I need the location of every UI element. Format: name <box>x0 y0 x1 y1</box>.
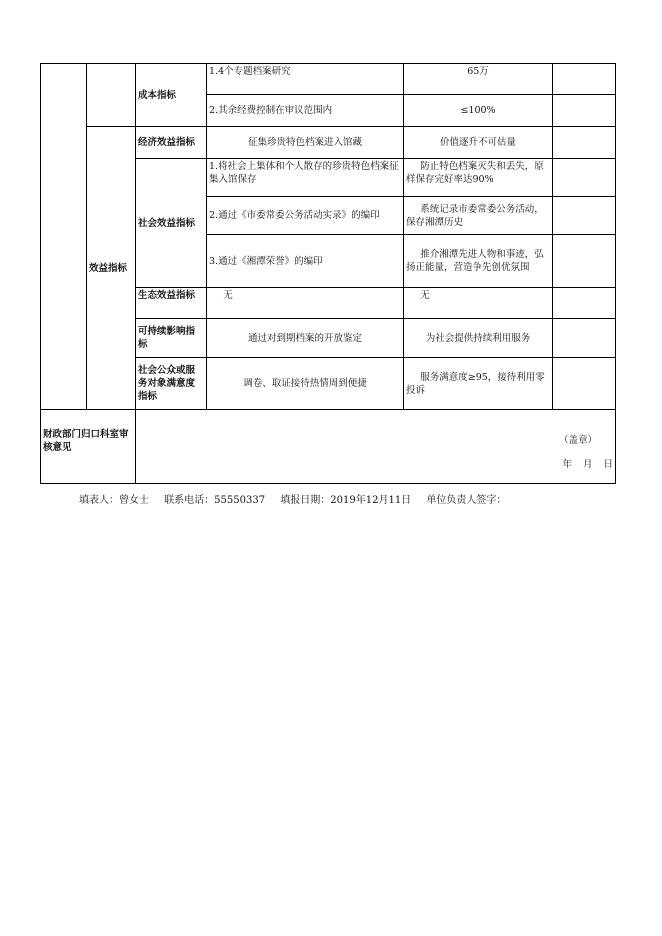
economic-value: 价值逐升不可估量 <box>404 127 553 159</box>
ecological-indicator-label: 生态效益指标 <box>136 288 207 319</box>
blank-cell <box>553 235 616 288</box>
blank-cell <box>553 288 616 319</box>
benefit-indicator-label: 效益指标 <box>87 127 136 410</box>
ecological-content: 无 <box>207 288 404 319</box>
table-row <box>41 410 616 484</box>
economic-indicator-label: 经济效益指标 <box>136 127 207 159</box>
review-opinion-cell <box>136 410 616 484</box>
social-indicator-label: 社会效益指标 <box>136 159 207 288</box>
cost-item-1-content: 1.4个专题档案研究 <box>207 64 404 95</box>
blank-cell <box>41 64 87 410</box>
blank-cell <box>553 319 616 358</box>
satisfaction-content: 调卷、取证接待热情周到便捷 <box>207 358 404 410</box>
blank-cell <box>553 358 616 410</box>
review-date: 年 月 日 <box>562 459 613 470</box>
cost-item-1-value: 65万 <box>404 64 553 95</box>
form-footer <box>79 491 518 506</box>
sustainable-value: 为社会提供持续利用服务 <box>404 319 553 358</box>
blank-cell <box>553 127 616 159</box>
table-row <box>41 64 616 95</box>
blank-cell <box>87 64 136 127</box>
filler-name: 填表人：曾女士 <box>79 495 149 506</box>
satisfaction-indicator-label: 社会公众或服务对象满意度指标 <box>136 358 207 410</box>
economic-content: 征集珍贵特色档案进入馆藏 <box>207 127 404 159</box>
seal-note: （盖章） <box>558 435 597 446</box>
social-item-2-content: 2.通过《市委常委公务活动实录》的编印 <box>207 197 404 235</box>
table-row <box>41 127 616 159</box>
social-item-3-content: 3.通过《湘潭荣誉》的编印 <box>207 235 404 288</box>
performance-table-sheet <box>40 63 615 484</box>
cost-indicator-label: 成本指标 <box>136 64 207 127</box>
blank-cell <box>553 64 616 95</box>
blank-cell <box>553 197 616 235</box>
fill-date: 填报日期：2019年12月11日 <box>280 495 412 506</box>
blank-cell <box>553 95 616 127</box>
signer-label: 单位负责人签字： <box>426 495 507 506</box>
sustainable-indicator-label: 可持续影响指标 <box>136 319 207 358</box>
contact-phone: 联系电话：55550337 <box>164 495 266 506</box>
cost-item-2-content: 2.其余经费控制在审议范围内 <box>207 95 404 127</box>
performance-indicator-table <box>40 63 616 484</box>
social-item-1-content: 1.将社会上集体和个人散存的珍贵特色档案征集入馆保存 <box>207 159 404 197</box>
review-label: 财政部门归口科室审核意见 <box>41 410 136 484</box>
sustainable-content: 通过对到期档案的开放鉴定 <box>207 319 404 358</box>
ecological-value: 无 <box>404 288 553 319</box>
social-item-3-value: 推介湘潭先进人物和事迹，弘扬正能量，营造争先创优氛围 <box>404 235 553 288</box>
satisfaction-value: 服务满意度≥95，接待利用零投诉 <box>404 358 553 410</box>
social-item-2-value: 系统记录市委常委公务活动，保存湘潭历史 <box>404 197 553 235</box>
cost-item-2-value: ≤100% <box>404 95 553 127</box>
blank-cell <box>553 159 616 197</box>
social-item-1-value: 防止特色档案灭失和丢失，原样保存完好率达90% <box>404 159 553 197</box>
